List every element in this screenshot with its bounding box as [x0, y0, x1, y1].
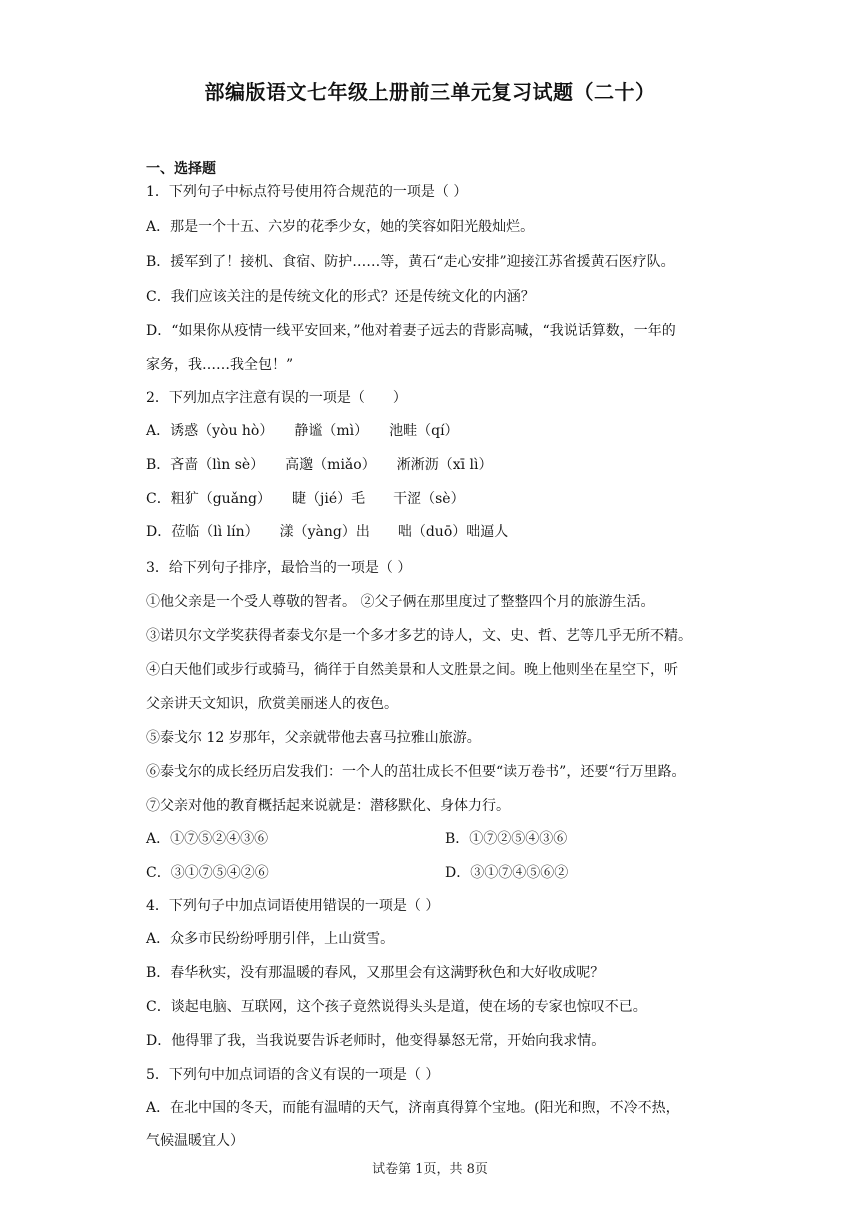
q5-option-a-line2: 气候温暖宜人） — [146, 1133, 244, 1149]
q1-stem: 1．下列句子中标点符号使用符合规范的一项是（ ） — [146, 184, 468, 200]
q3-option-a: A．①⑦⑤②④③⑥ — [146, 831, 269, 847]
q3-sentence-3: ③诺贝尔文学奖获得者泰戈尔是一个多才多艺的诗人，文、史、哲、艺等几乎无所不精。 — [146, 628, 692, 644]
q2-option-b: B．吝啬（lìn sè） 高邈（miǎo） 淅淅沥（xī lì） — [146, 457, 493, 473]
q3-option-c: C．③①⑦⑤④②⑥ — [146, 865, 269, 881]
q4-option-c: C．谈起电脑、互联网，这个孩子竟然说得头头是道，使在场的专家也惊叹不已。 — [146, 999, 647, 1015]
q2-option-c: C．粗犷（guǎng） 睫（jié）毛 干涩（sè） — [146, 491, 465, 507]
q5-stem: 5．下列句中加点词语的含义有误的一项是（ ） — [146, 1067, 440, 1083]
q4-option-b: B．春华秋实，没有那温暖的春风，又那里会有这满野秋色和大好收成呢？ — [146, 965, 605, 981]
q3-sentence-6: ⑥泰戈尔的成长经历启发我们：一个人的茁壮成长不但要“读万卷书”，还要“行万里路。 — [146, 764, 686, 780]
q1-option-b: B．援军到了！接机、食宿、防护……等，黄石“走心安排”迎接江苏省援黄石医疗队。 — [146, 254, 675, 270]
q3-sentence-4-line1: ④白天他们或步行或骑马，徜徉于自然美景和人文胜景之间。晚上他则坐在星空下，听 — [146, 662, 678, 678]
q3-option-d: D．③①⑦④⑤⑥② — [445, 865, 569, 881]
page-title: 部编版语文七年级上册前三单元复习试题（二十） — [204, 80, 656, 104]
q1-option-d-line1: D．“如果你从疫情一线平安回来，”他对着妻子远去的背影高喊，“我说话算数，一年的 — [146, 323, 676, 339]
q4-option-a: A．众多市民纷纷呼朋引伴，上山赏雪。 — [146, 931, 395, 947]
q4-stem: 4．下列句子中加点词语使用错误的一项是（ ） — [146, 898, 440, 914]
q3-stem: 3．给下列句子排序，最恰当的一项是（ ） — [146, 560, 412, 576]
q3-sentence-1-2: ①他父亲是一个受人尊敬的智者。 ②父子俩在那里度过了整整四个月的旅游生活。 — [146, 594, 655, 610]
q3-sentence-7: ⑦父亲对他的教育概括起来说就是：潜移默化、身体力行。 — [146, 798, 510, 814]
q3-sentence-4-line2: 父亲讲天文知识，欣赏美丽迷人的夜色。 — [146, 696, 398, 712]
q3-sentence-5: ⑤泰戈尔 12 岁那年，父亲就带他去喜马拉雅山旅游。 — [146, 730, 481, 746]
q5-option-a-line1: A．在北中国的冬天，而能有温晴的天气，济南真得算个宝地。(阳光和煦，不冷不热， — [146, 1100, 680, 1116]
q3-option-b: B．①⑦②⑤④③⑥ — [445, 831, 568, 847]
q1-option-d-line2: 家务，我……我全包！” — [146, 357, 294, 373]
q1-option-c: C．我们应该关注的是传统文化的形式？还是传统文化的内涵？ — [146, 289, 535, 305]
q1-option-a: A．那是一个十五、六岁的花季少女，她的笑容如阳光般灿烂。 — [146, 219, 535, 235]
page-footer: 试卷第 1页，共 8页 — [372, 1162, 488, 1177]
section-heading: 一、选择题 — [146, 161, 216, 177]
q4-option-d: D．他得罪了我，当我说要告诉老师时，他变得暴怒无常，开始向我求情。 — [146, 1033, 606, 1049]
q2-option-d: D．莅临（lì lín） 漾（yàng）出 咄（duō）咄逼人 — [146, 524, 509, 540]
q2-option-a: A．诱惑（yòu hò） 静谧（mì） 池畦（qí） — [146, 423, 459, 439]
q2-stem: 2．下列加点字注意有误的一项是（ ） — [146, 390, 407, 406]
